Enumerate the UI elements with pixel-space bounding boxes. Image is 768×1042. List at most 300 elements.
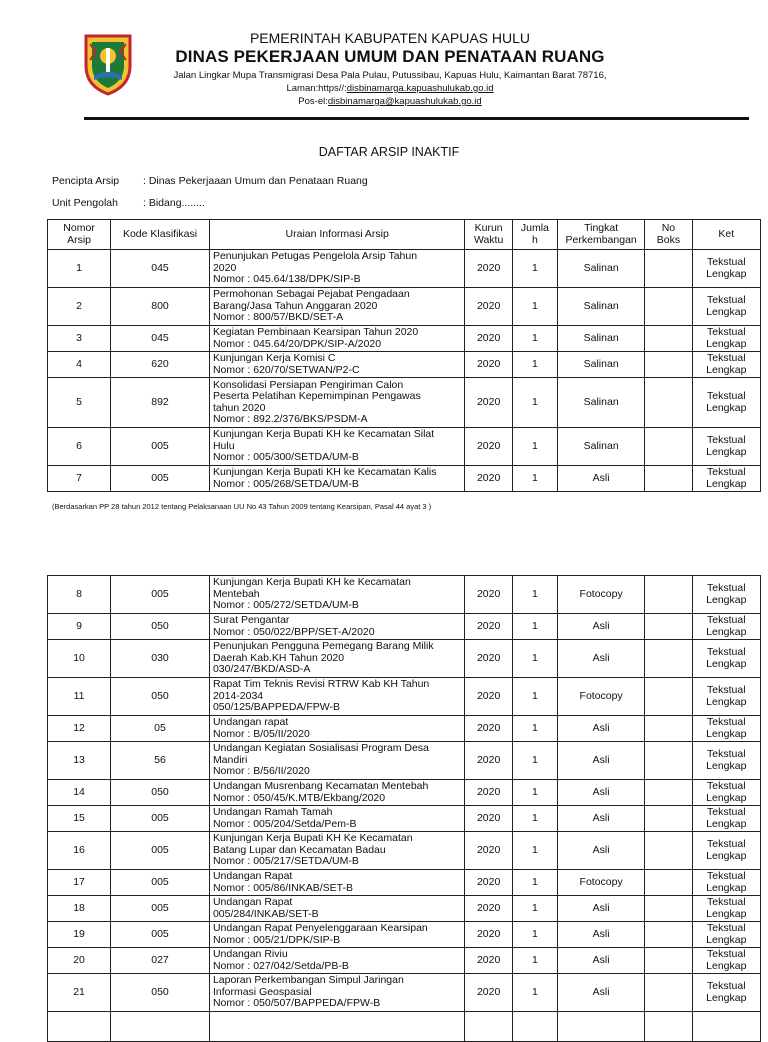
cell-ket-line: Tekstual: [707, 294, 746, 306]
cell-uraian-line: Nomor : 050/507/BAPPEDA/FPW-B: [212, 997, 381, 1010]
cell-ket: [692, 716, 760, 742]
cell-ket-line: Lengkap: [706, 445, 747, 458]
cell-uraian: [209, 576, 465, 614]
cell-uraian-line: 2014-2034: [212, 689, 264, 702]
cell-uraian: [209, 716, 465, 742]
cell-nomor: 16: [48, 832, 111, 870]
cell-uraian-line: Surat Pengantar: [212, 614, 290, 626]
cell-uraian: [209, 832, 465, 870]
cell-ket: [692, 780, 760, 806]
cell-uraian-line: Nomor : 027/042/Setda/PB-B: [212, 959, 349, 972]
cell-uraian-line: Nomor : 045.64/20/DPK/SIP-A/2020: [212, 337, 382, 350]
header-email: Pos-el:disbinamarga@kapuashulukab.go.id: [298, 96, 482, 107]
cell-kurun: 2020: [465, 352, 512, 378]
table-row: [48, 428, 761, 466]
cell-kurun: 2020: [465, 806, 512, 832]
cell-jumlah: 1: [512, 974, 557, 1012]
cell-kode: 005: [111, 576, 210, 614]
cell-uraian-line: Undangan Ramah Tamah: [212, 806, 333, 818]
cell-jumlah: 1: [512, 576, 557, 614]
cell-boks: [645, 742, 692, 780]
cell-jumlah: 1: [512, 640, 557, 678]
cell-ket-line: Lengkap: [706, 657, 747, 670]
cell-ket-line: Tekstual: [707, 614, 746, 626]
table-row: [48, 352, 761, 378]
cell-tingkat: Asli: [558, 922, 645, 948]
cell-ket-line: Tekstual: [707, 434, 746, 446]
table-header-row: [48, 220, 761, 250]
cell-ket: [692, 678, 760, 716]
cell-ket-line: Tekstual: [707, 326, 746, 338]
cell-uraian-line: Nomor : B/56/II/2020: [212, 765, 310, 778]
cell-uraian-line: Konsolidasi Persiapan Pengiriman Calon: [212, 378, 404, 391]
cell-uraian-line: Barang/Jasa Tahun Anggaran 2020: [212, 299, 378, 312]
cell-jumlah: 1: [512, 326, 557, 352]
cell-ket-line: Tekstual: [707, 780, 746, 792]
cell-jumlah: 1: [512, 250, 557, 288]
cell-boks: [645, 288, 692, 326]
cell-tingkat: Asli: [558, 832, 645, 870]
cell-uraian-line: Nomor : 620/70/SETWAN/P2-C: [212, 363, 360, 376]
cell-kode: 045: [111, 250, 210, 288]
cell-ket-line: Tekstual: [707, 748, 746, 760]
cell-kurun: 2020: [465, 948, 512, 974]
pencipta-value: : Dinas Pekerjaaan Umum dan Penataan Ruang: [143, 175, 368, 187]
cell-uraian-line: Undangan Kegiatan Sosialisasi Program Desa: [212, 742, 429, 755]
cell-uraian-line: Kunjungan Kerja Bupati KH ke Kecamatan: [212, 576, 411, 589]
cell-kode: 005: [111, 922, 210, 948]
cell-ket-line: Tekstual: [707, 948, 746, 960]
cell-uraian: [209, 614, 465, 640]
cell-kurun: 2020: [465, 716, 512, 742]
cell-kurun: 2020: [465, 288, 512, 326]
cell-nomor: 2: [48, 288, 111, 326]
cell-uraian-line: Kunjungan Kerja Bupati KH ke Kecamatan Silat: [212, 428, 435, 441]
cell-ket: [692, 614, 760, 640]
cell-ket: [692, 326, 760, 352]
cell-uraian: [209, 806, 465, 832]
cell-uraian: [209, 352, 465, 378]
cell-uraian-line: Laporan Perkembangan Simpul Jaringan: [212, 974, 404, 987]
cell-ket: [692, 352, 760, 378]
col-ket: Ket: [692, 220, 760, 250]
cell-ket: [692, 1012, 760, 1042]
cell-uraian: [209, 678, 465, 716]
cell-uraian-line: Nomor : 005/268/SETDA/UM-B: [212, 477, 359, 490]
cell-tingkat: Asli: [558, 466, 645, 492]
unit-pengolah-line: [52, 197, 205, 209]
cell-ket: [692, 640, 760, 678]
cell-jumlah: 1: [512, 716, 557, 742]
cell-uraian-line: Permohonan Sebagai Pejabat Pengadaan: [212, 288, 410, 301]
cell-kurun: 2020: [465, 614, 512, 640]
cell-tingkat: Salinan: [558, 352, 645, 378]
cell-tingkat: Fotocopy: [558, 870, 645, 896]
cell-tingkat: Salinan: [558, 326, 645, 352]
table-row: [48, 974, 761, 1012]
cell-ket: [692, 870, 760, 896]
cell-kurun: 2020: [465, 742, 512, 780]
cell-jumlah: 1: [512, 896, 557, 922]
cell-jumlah: 1: [512, 678, 557, 716]
cell-ket-line: Lengkap: [706, 401, 747, 414]
cell-tingkat: Asli: [558, 780, 645, 806]
cell-kode: 050: [111, 974, 210, 1012]
cell-boks: [645, 428, 692, 466]
cell-ket-line: Tekstual: [707, 352, 746, 364]
cell-nomor: 1: [48, 250, 111, 288]
cell-jumlah: 1: [512, 352, 557, 378]
cell-boks: [645, 974, 692, 1012]
table-row: [48, 378, 761, 428]
col-tingkat: Tingkat Perkembangan: [558, 220, 645, 250]
cell-kode: 620: [111, 352, 210, 378]
cell-nomor: [48, 1012, 111, 1042]
cell-boks: [645, 678, 692, 716]
cell-uraian-line: 030/247/BKD/ASD-A: [212, 663, 311, 676]
cell-jumlah: 1: [512, 922, 557, 948]
cell-uraian-line: Undangan Rapat Penyelenggaraan Kearsipan: [212, 922, 428, 934]
cell-uraian: [209, 896, 465, 922]
cell-uraian-line: Nomor : 005/217/SETDA/UM-B: [212, 855, 359, 868]
cell-uraian-line: Penunjukan Pengguna Pemegang Barang Milik: [212, 640, 434, 653]
cell-tingkat: Asli: [558, 948, 645, 974]
cell-nomor: 11: [48, 678, 111, 716]
cell-kurun: 2020: [465, 896, 512, 922]
cell-uraian: [209, 250, 465, 288]
cell-tingkat: Fotocopy: [558, 678, 645, 716]
table-row: [48, 780, 761, 806]
cell-uraian-line: Nomor : 050/45/K.MTB/Ekbang/2020: [212, 791, 386, 804]
cell-ket-line: Lengkap: [706, 817, 747, 830]
cell-uraian-line: Undangan Riviu: [212, 948, 288, 960]
cell-boks: [645, 640, 692, 678]
cell-kurun: 2020: [465, 466, 512, 492]
cell-uraian-line: Mandiri: [212, 753, 248, 766]
cell-nomor: 14: [48, 780, 111, 806]
cell-kode: 56: [111, 742, 210, 780]
cell-tingkat: Asli: [558, 974, 645, 1012]
cell-boks: [645, 466, 692, 492]
cell-boks: [645, 1012, 692, 1042]
table-row: [48, 466, 761, 492]
table-row: [48, 806, 761, 832]
cell-boks: [645, 378, 692, 428]
cell-ket-line: Lengkap: [706, 625, 747, 638]
cell-uraian: [209, 288, 465, 326]
table-row: [48, 716, 761, 742]
cell-uraian-line: Undangan rapat: [212, 716, 289, 728]
cell-jumlah: 1: [512, 806, 557, 832]
cell-kode: 005: [111, 896, 210, 922]
cell-uraian-line: Hulu: [212, 439, 235, 452]
cell-uraian-line: Informasi Geospasial: [212, 985, 312, 998]
cell-uraian-line: Nomor : 800/57/BKD/SET-A: [212, 311, 344, 324]
cell-uraian-line: Rapat Tim Teknis Revisi RTRW Kab KH Tahun: [212, 678, 430, 691]
cell-uraian: [209, 948, 465, 974]
cell-kode: 005: [111, 832, 210, 870]
cell-uraian: [209, 922, 465, 948]
cell-boks: [645, 870, 692, 896]
table-row: [48, 678, 761, 716]
cell-jumlah: 1: [512, 378, 557, 428]
cell-ket-line: Lengkap: [706, 881, 747, 894]
cell-uraian-line: Mentebah: [212, 587, 260, 600]
cell-ket-line: Tekstual: [707, 806, 746, 818]
cell-uraian: [209, 870, 465, 896]
cell-ket: [692, 832, 760, 870]
cell-ket: [692, 806, 760, 832]
archive-table-page1: [47, 219, 761, 492]
cell-nomor: 13: [48, 742, 111, 780]
cell-kode: 050: [111, 614, 210, 640]
cell-ket-line: Tekstual: [707, 922, 746, 934]
cell-kurun: 2020: [465, 922, 512, 948]
cell-tingkat: Salinan: [558, 288, 645, 326]
pencipta-arsip-line: [52, 175, 368, 187]
cell-uraian-line: Nomor : 892.2/376/BKS/PSDM-A: [212, 413, 368, 425]
col-jumlah: Jumla h: [512, 220, 557, 250]
cell-kurun: 2020: [465, 974, 512, 1012]
kapuas-hulu-emblem-icon: [82, 32, 134, 96]
cell-tingkat: Asli: [558, 640, 645, 678]
cell-nomor: 4: [48, 352, 111, 378]
cell-kurun: 2020: [465, 870, 512, 896]
cell-boks: [645, 806, 692, 832]
cell-boks: [645, 948, 692, 974]
cell-tingkat: Asli: [558, 896, 645, 922]
header-website: Laman:https//:disbinamarga.kapuashulukab.go.id: [286, 83, 494, 94]
cell-tingkat: Asli: [558, 716, 645, 742]
cell-kode: 045: [111, 326, 210, 352]
cell-uraian: [209, 742, 465, 780]
table-row: [48, 832, 761, 870]
cell-ket: [692, 742, 760, 780]
cell-uraian: [209, 466, 465, 492]
cell-kurun: 2020: [465, 640, 512, 678]
cell-kode: [111, 1012, 210, 1042]
cell-boks: [645, 576, 692, 614]
cell-ket-line: Tekstual: [707, 390, 746, 402]
cell-uraian: [209, 974, 465, 1012]
table-row: [48, 948, 761, 974]
cell-uraian: [209, 780, 465, 806]
header-government: PEMERINTAH KABUPATEN KAPUAS HULU: [249, 30, 531, 46]
header-divider: [84, 117, 749, 120]
table-row: [48, 250, 761, 288]
cell-uraian-line: Nomor : 005/272/SETDA/UM-B: [212, 599, 359, 612]
cell-boks: [645, 614, 692, 640]
table-row: [48, 870, 761, 896]
cell-tingkat: Salinan: [558, 428, 645, 466]
cell-uraian-line: Kunjungan Kerja Bupati KH Ke Kecamatan: [212, 832, 413, 845]
table-row: [48, 326, 761, 352]
cell-uraian-line: Peserta Pelatihan Kepemimpinan Pengawas: [212, 390, 421, 402]
cell-jumlah: [512, 1012, 557, 1042]
cell-ket-line: Lengkap: [706, 907, 747, 920]
cell-ket-line: Tekstual: [707, 256, 746, 268]
cell-uraian-line: tahun 2020: [212, 401, 266, 414]
cell-uraian-line: Undangan Rapat: [212, 870, 293, 882]
cell-uraian-line: Nomor : 005/300/SETDA/UM-B: [212, 451, 359, 464]
cell-nomor: 17: [48, 870, 111, 896]
cell-boks: [645, 780, 692, 806]
cell-kode: 005: [111, 466, 210, 492]
cell-kode: 005: [111, 428, 210, 466]
cell-tingkat: [558, 1012, 645, 1042]
cell-uraian: [209, 640, 465, 678]
cell-jumlah: 1: [512, 832, 557, 870]
cell-ket-line: Lengkap: [706, 363, 747, 376]
cell-ket-line: Tekstual: [707, 716, 746, 728]
cell-uraian-line: Kegiatan Pembinaan Kearsipan Tahun 2020: [212, 326, 419, 338]
legal-footnote: (Berdasarkan PP 28 tahun 2012 tentang Pelaksanaan UU No 43 Tahun 2009 tentang Kearsipan, Pasal 44 ayat 3 ): [52, 502, 432, 511]
cell-ket-line: Lengkap: [706, 933, 747, 946]
cell-uraian-line: Batang Lupar dan Kecamatan Badau: [212, 843, 386, 856]
cell-tingkat: Salinan: [558, 250, 645, 288]
cell-nomor: 15: [48, 806, 111, 832]
cell-ket: [692, 576, 760, 614]
archive-table-page2: [47, 575, 761, 1042]
cell-ket: [692, 896, 760, 922]
col-nomor-arsip: Nomor Arsip: [48, 220, 111, 250]
cell-kurun: 2020: [465, 378, 512, 428]
cell-ket: [692, 428, 760, 466]
cell-ket: [692, 948, 760, 974]
cell-kode: 005: [111, 870, 210, 896]
cell-uraian-line: Nomor : 005/21/DPK/SIP-B: [212, 933, 341, 946]
cell-nomor: 18: [48, 896, 111, 922]
header-address: Jalan Lingkar Mupa Transmigrasi Desa Pala Pulau, Putussibau, Kapuas Hulu, Kaimantan Barat 78716,: [173, 70, 607, 81]
cell-boks: [645, 352, 692, 378]
cell-uraian: [209, 1012, 465, 1042]
cell-ket-line: Tekstual: [707, 838, 746, 850]
cell-nomor: 5: [48, 378, 111, 428]
col-kode-klasifikasi: Kode Klasifikasi: [111, 220, 210, 250]
cell-ket: [692, 250, 760, 288]
cell-uraian-line: Kunjungan Kerja Bupati KH ke Kecamatan Kalis: [212, 466, 437, 478]
table-row: [48, 614, 761, 640]
cell-jumlah: 1: [512, 288, 557, 326]
cell-tingkat: Fotocopy: [558, 576, 645, 614]
cell-kurun: [465, 1012, 512, 1042]
cell-jumlah: 1: [512, 614, 557, 640]
cell-kode: 892: [111, 378, 210, 428]
unit-value: : Bidang........: [143, 197, 205, 209]
col-uraian: Uraian Informasi Arsip: [209, 220, 465, 250]
cell-uraian-line: 005/284/INKAB/SET-B: [212, 907, 319, 920]
cell-boks: [645, 922, 692, 948]
cell-nomor: 7: [48, 466, 111, 492]
cell-ket-line: Lengkap: [706, 959, 747, 972]
cell-kode: 050: [111, 780, 210, 806]
cell-boks: [645, 832, 692, 870]
cell-ket: [692, 922, 760, 948]
unit-label: Unit Pengolah: [52, 197, 118, 209]
cell-uraian-line: 050/125/BAPPEDA/FPW-B: [212, 701, 340, 714]
cell-tingkat: Salinan: [558, 378, 645, 428]
cell-boks: [645, 716, 692, 742]
cell-ket-line: Lengkap: [706, 305, 747, 318]
cell-ket: [692, 378, 760, 428]
cell-uraian: [209, 428, 465, 466]
cell-kurun: 2020: [465, 780, 512, 806]
table-row: [48, 896, 761, 922]
cell-nomor: 21: [48, 974, 111, 1012]
cell-ket-line: Tekstual: [707, 582, 746, 594]
cell-ket-line: Tekstual: [707, 466, 746, 478]
cell-boks: [645, 326, 692, 352]
col-no-boks: No Boks: [645, 220, 692, 250]
cell-jumlah: 1: [512, 742, 557, 780]
cell-kode: 05: [111, 716, 210, 742]
email-link[interactable]: disbinamarga@kapuashulukab.go.id: [327, 96, 482, 107]
cell-nomor: 12: [48, 716, 111, 742]
cell-ket-line: Lengkap: [706, 695, 747, 708]
cell-kurun: 2020: [465, 576, 512, 614]
cell-nomor: 20: [48, 948, 111, 974]
pencipta-label: Pencipta Arsip: [52, 175, 120, 187]
cell-uraian-line: Undangan Rapat: [212, 896, 293, 908]
cell-jumlah: 1: [512, 870, 557, 896]
cell-ket: [692, 974, 760, 1012]
cell-kurun: 2020: [465, 250, 512, 288]
header-agency: DINAS PEKERJAAN UMUM DAN PENATAAN RUANG: [175, 47, 605, 66]
cell-uraian: [209, 326, 465, 352]
cell-tingkat: Asli: [558, 806, 645, 832]
cell-ket-line: Lengkap: [706, 593, 747, 606]
cell-ket: [692, 466, 760, 492]
cell-kode: 005: [111, 806, 210, 832]
cell-tingkat: Asli: [558, 742, 645, 780]
cell-ket-line: Tekstual: [707, 684, 746, 696]
cell-uraian-line: Nomor : 005/86/INKAB/SET-B: [212, 881, 353, 894]
cell-kurun: 2020: [465, 428, 512, 466]
cell-jumlah: 1: [512, 466, 557, 492]
cell-uraian-line: Nomor : 045.64/138/DPK/SIP-B: [212, 273, 361, 286]
cell-ket: [692, 288, 760, 326]
cell-uraian-line: Daerah Kab.KH Tahun 2020: [212, 651, 345, 664]
cell-ket-line: Lengkap: [706, 991, 747, 1004]
website-link[interactable]: disbinamarga.kapuashulukab.go.id: [346, 83, 494, 94]
cell-uraian-line: Undangan Musrenbang Kecamatan Mentebah: [212, 780, 429, 792]
cell-uraian-line: Nomor : 005/204/Setda/Pem-B: [212, 817, 357, 830]
table-row: [48, 640, 761, 678]
cell-nomor: 8: [48, 576, 111, 614]
cell-ket-line: Lengkap: [706, 477, 747, 490]
cell-kurun: 2020: [465, 678, 512, 716]
col-kurun-waktu: Kurun Waktu: [465, 220, 512, 250]
document-title: DAFTAR ARSIP INAKTIF: [318, 145, 460, 159]
table-row: [48, 1012, 761, 1042]
cell-nomor: 19: [48, 922, 111, 948]
cell-jumlah: 1: [512, 428, 557, 466]
cell-jumlah: 1: [512, 780, 557, 806]
cell-uraian-line: Nomor : B/05/II/2020: [212, 727, 310, 740]
table-row: [48, 922, 761, 948]
cell-kode: 050: [111, 678, 210, 716]
cell-uraian: [209, 378, 465, 428]
cell-jumlah: 1: [512, 948, 557, 974]
cell-uraian-line: 2020: [212, 261, 237, 274]
cell-uraian-line: Kunjungan Kerja Komisi C: [212, 352, 336, 364]
cell-nomor: 3: [48, 326, 111, 352]
cell-ket-line: Lengkap: [706, 267, 747, 280]
cell-kurun: 2020: [465, 832, 512, 870]
cell-kode: 027: [111, 948, 210, 974]
table-row: [48, 742, 761, 780]
cell-ket-line: Tekstual: [707, 896, 746, 908]
